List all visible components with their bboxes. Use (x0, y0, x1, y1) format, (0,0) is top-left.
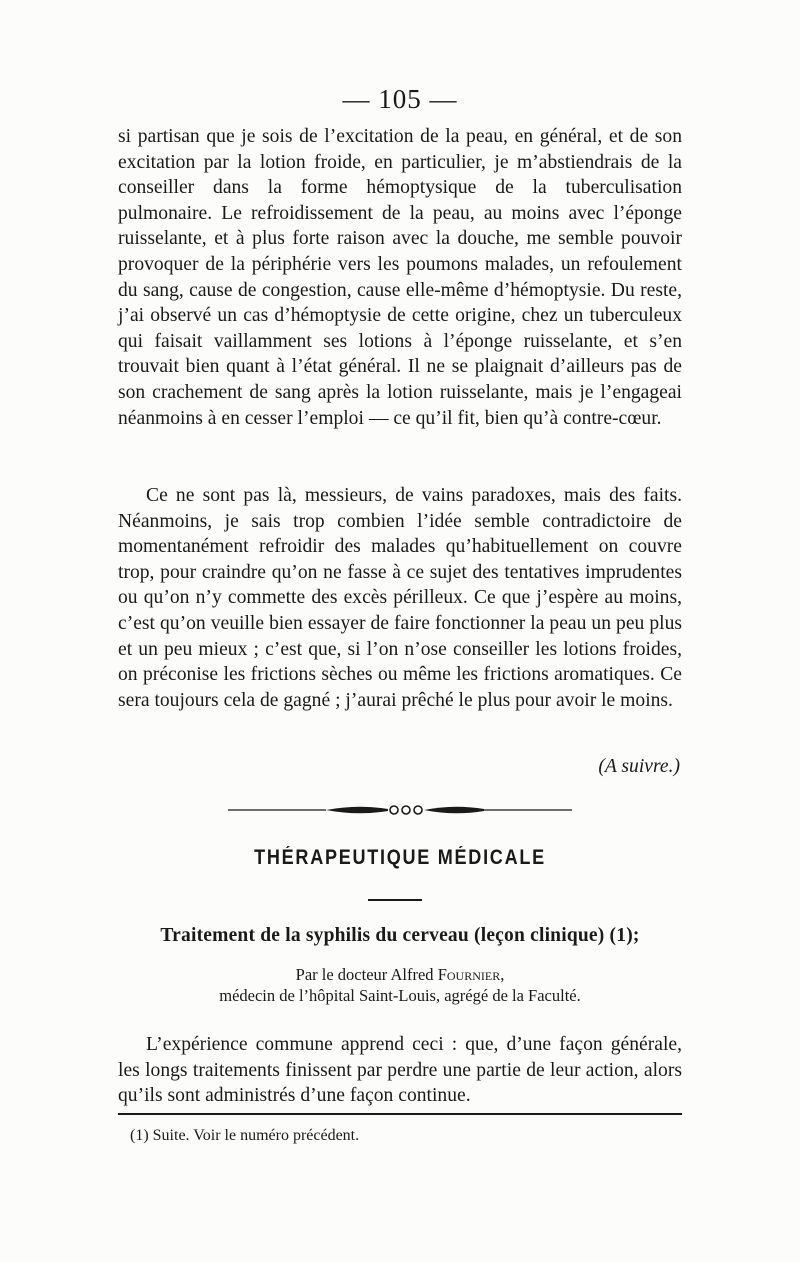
article-title: Traitement de la syphilis du cerveau (leçon clinique) (1); (160, 925, 640, 946)
footnote: (1) Suite. Voir le numéro précédent. (130, 1127, 360, 1144)
author-affiliation: médecin de l’hôpital Saint-Louis, agrégé de la Faculté. (219, 986, 581, 1005)
page-number: — 105 — (342, 84, 458, 114)
section-rule (368, 899, 422, 901)
author-surname: Fournier, (437, 965, 505, 984)
paragraph-hemoptysis: si partisan que je sois de l’excitation de la peau, en général, et de son excitation par la lotion froide, en particulier, je m’abstiendrais de la conseiller dans la forme hémoptysique de la tuberculisation pulmonaire. Le refroidissement de la peau, au moins avec l’éponge ruisselante, et à plus forte raison avec la douche, me semble pouvoir provoquer de la périphérie vers les poumons malades, un refoulement du sang, cause de congestion, cause elle-même d’hémoptysie. Du reste, j’ai observé un cas d’hémoptysie de cette origine, chez un tuberculeux qui faisait vaillamment ses lotions à l’éponge ruisselante, et s’en trouvait bien quant à l’état général. Il ne se plaignait d’ailleurs pas de son crachement de sang après la lotion ruisselante, mais je l’engageai néanmoins à en cesser l’emploi — ce qu’il fit, bien qu’à contre-cœur. (118, 126, 682, 429)
paragraph-experience: L’expérience commune apprend ceci : que, d’une façon générale, les longs traitements finissent par perdre une partie de leur action, alors qu’ils sont administrés d’une façon continue. (118, 1034, 682, 1107)
paragraph-paradoxes: Ce ne sont pas là, messieurs, de vains paradoxes, mais des faits. Néanmoins, je sais trop combien l’idée semble contradictoire de momentanément refroidir des malades qu’habituellement on couvre trop, pour craindre qu’on ne fasse à ce sujet des tentatives imprudentes ou qu’on n’y commette des excès périlleux. Ce que j’espère au moins, c’est qu’on veuille bien essayer de faire fonctionner la peau un peu plus et un peu mieux ; c’est que, si l’on n’ose conseiller les lotions froides, on préconise les frictions sèches ou même les frictions aromatiques. Ce sera toujours cela de gagné ; j’aurai prêché le plus pour avoir le moins. (118, 485, 682, 711)
section-title: THÉRAPEUTIQUE MÉDICALE (254, 846, 546, 869)
to-be-continued: (A suivre.) (598, 756, 680, 777)
author-prefix: Par le docteur Alfred (295, 965, 438, 984)
author-line (0, 965, 800, 985)
ornamental-divider (228, 795, 572, 825)
footnote-rule (118, 1113, 682, 1115)
